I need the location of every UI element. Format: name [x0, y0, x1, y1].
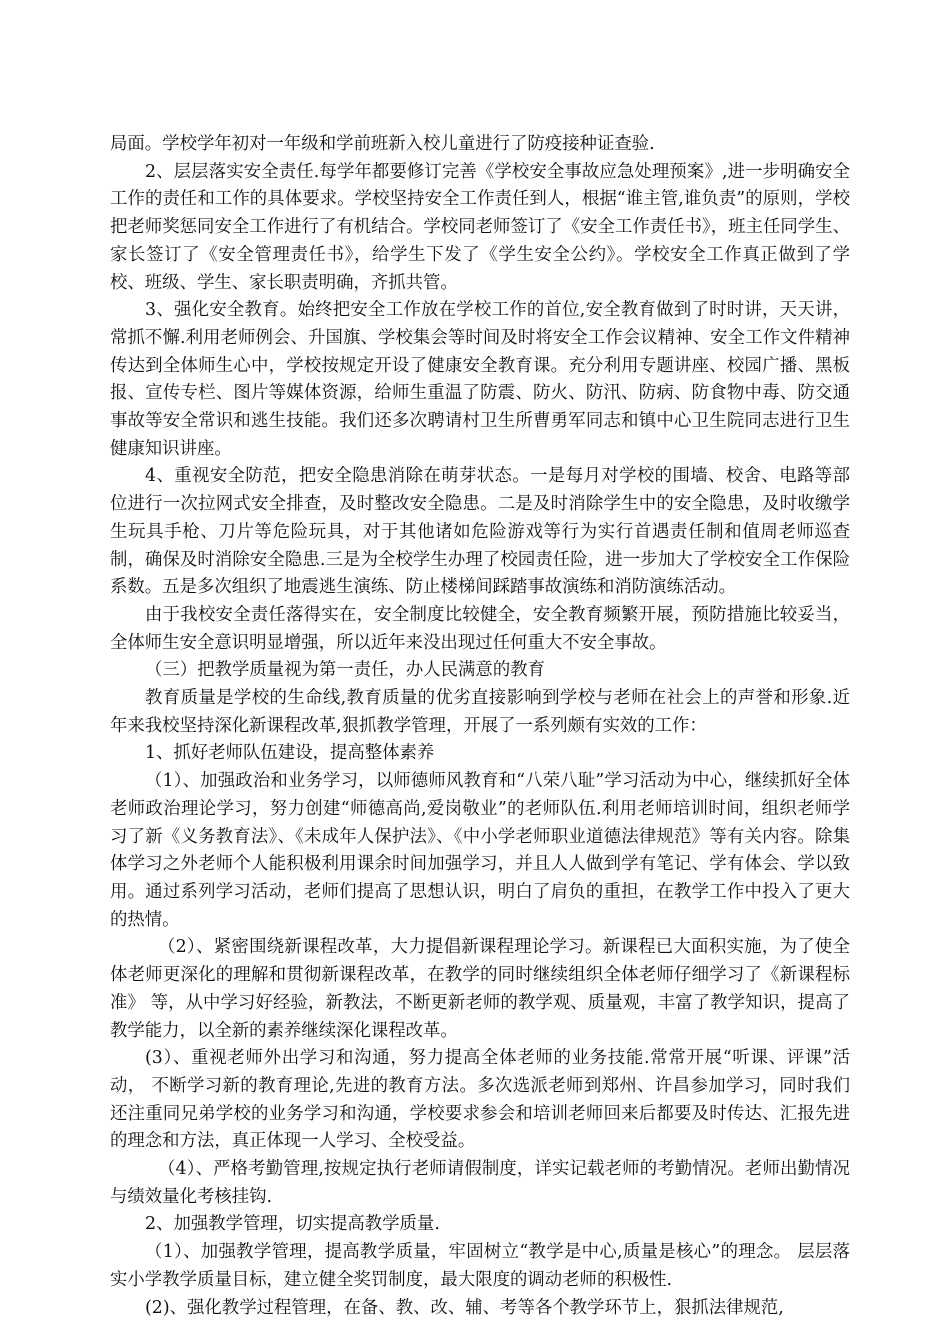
paragraph: 4、重视安全防范，把安全隐患消除在萌芽状态。一是每月对学校的围墙、校舍、电路等部位进行一次拉网式安全排查，及时整改安全隐患。二是及时消除学生中的安全隐患，及时收缴学生玩具手枪、刀片等危险玩具，对于其他诸如危险游戏等行为实行首遇责任制和值周老师巡查制，确保及时消除安全隐患.三是为全校学生办理了校园责任险，进一步加大了学校安全工作保险系数。五是多次组织了地震逃生演练、防止楼梯间踩踏事故演练和消防演练活动。	[110, 466, 850, 598]
paragraph: 3、强化安全教育。始终把安全工作放在学校工作的首位,安全教育做到了时时讲，天天讲，常抓不懈.利用老师例会、升国旗、学校集会等时间及时将安全工作会议精神、安全工作文件精神传达到全体师生心中，学校按规定开设了健康安全教育课。充分利用专题讲座、校园广播、黑板报、宣传专栏、图片等媒体资源，给师生重温了防震、防火、防汛、防病、防食物中毒、防交通事故等安全常识和逃生技能。我们还多次聘请村卫生所曹勇军同志和镇中心卫生院同志进行卫生健康知识讲座。	[110, 300, 850, 459]
section-heading: （三）把教学质量视为第一责任，办人民满意的教育	[145, 660, 545, 681]
subsection-heading: 1、抓好老师队伍建设，提高整体素养	[145, 743, 435, 764]
paragraph: 局面。学校学年初对一年级和学前班新入校儿童进行了防疫接种证查验.	[110, 134, 655, 154]
paragraph: (2)、强化教学过程管理，在备、教、改、辅、考等各个教学环节上，狠抓法律规范,	[145, 1297, 784, 1318]
paragraph: 教育质量是学校的生命线,教育质量的优劣直接影响到学校与老师在社会上的声誉和形象.近年来我校坚持深化新课程改革,狠抓教学管理，开展了一系列颇有实效的工作：	[110, 688, 850, 736]
paragraph: (3）、重视老师外出学习和沟通，努力提高全体老师的业务技能.常常开展“听课、评课”活动， 不断学习新的教育理论,先进的教育方法。多次选派老师到郑州、许昌参加学习，同时我们还注重同兄弟学校的业务学习和沟通，学校要求参会和培训老师回来后都要及时传达、汇报先进的理念和方法，真正体现一人学习、全校受益。	[110, 1048, 850, 1152]
subsection-heading: 2、加强教学管理，切实提高教学质量.	[145, 1214, 440, 1235]
paragraph: （4）、严格考勤管理,按规定执行老师请假制度，详实记载老师的考勤情况。老师出勤情况与绩效量化考核挂钩.	[110, 1159, 850, 1207]
paragraph: 由于我校安全责任落得实在，安全制度比较健全，安全教育频繁开展，预防措施比较妥当，全体师生安全意识明显增强，所以近年来没出现过任何重大不安全事故。	[110, 604, 850, 653]
paragraph: （1）、加强政治和业务学习，以师德师风教育和“八荣八耻”学习活动为中心，继续抓好全体老师政治理论学习，努力创建“师德高尚,爱岗敬业”的老师队伍.利用老师培训时间，组织老师学习了新《义务教育法》、《未成年人保护法》、《中小学老师职业道德法律规范》等有关内容。除集体学习之外老师个人能积极利用课余时间加强学习，并且人人做到学有笔记、学有体会、学以致用。通过系列学习活动，老师们提高了思想认识，明白了肩负的重担，在教学工作中投入了更大的热情。	[110, 771, 850, 930]
paragraph: 2、层层落实安全责任.每学年都要修订完善《学校安全事故应急处理预案》,进一步明确安全工作的责任和工作的具体要求。学校坚持安全工作责任到人，根据“谁主管,谁负责”的原则，学校把老师奖惩同安全工作进行了有机结合。学校同老师签订了《安全工作责任书》，班主任同学生、家长签订了《安全管理责任书》，给学生下发了《学生安全公约》。学校安全工作真正做到了学校、班级、学生、家长职责明确，齐抓共管。	[110, 161, 850, 293]
paragraph: （1）、加强教学管理，提高教学质量，牢固树立“教学是中心,质量是核心”的理念。 层层落实小学教学质量目标，建立健全奖罚制度，最大限度的调动老师的积极性.	[110, 1242, 850, 1290]
paragraph: （2）、紧密围绕新课程改革，大力提倡新课程理论学习。新课程已大面积实施，为了使全体老师更深化的理解和贯彻新课程改革，在教学的同时继续组织全体老师仔细学习了《新课程标准》 等，从中学习好经验，新教法，不断更新老师的教学观、质量观，丰富了教学知识，提高了教学能力，以全新的素养继续深化课程改革。	[110, 937, 850, 1041]
document-body	[110, 131, 850, 1322]
